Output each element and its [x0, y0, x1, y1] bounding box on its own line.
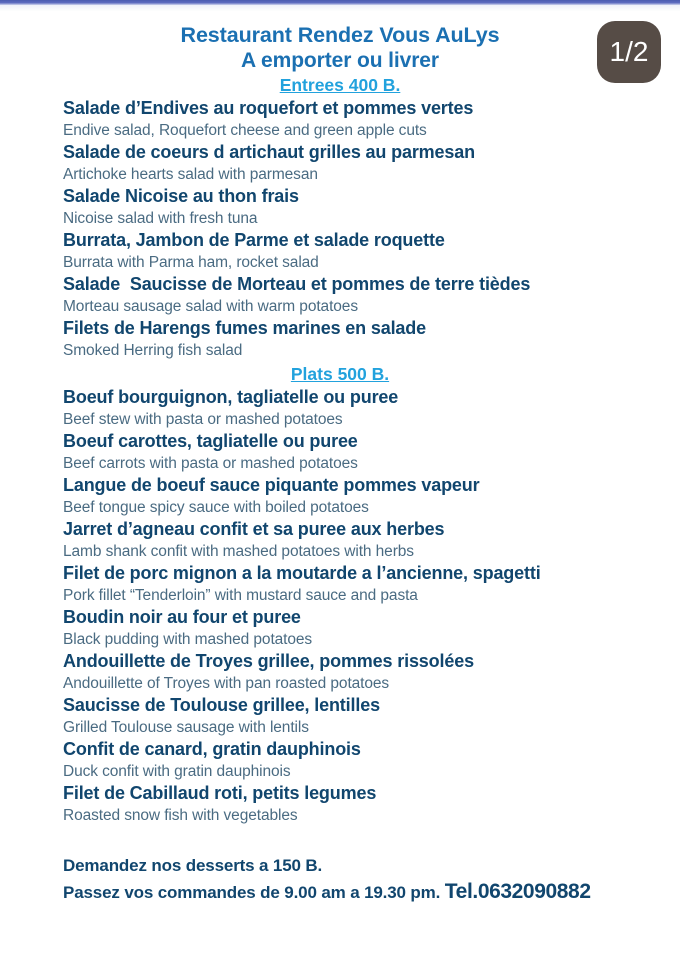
- menu-item-name: Saucisse de Toulouse grillee, lentilles: [63, 695, 380, 715]
- section-heading-entrees: [0, 75, 680, 96]
- menu-item-description: Endive salad, Roquefort cheese and green apple cuts: [63, 122, 427, 139]
- phone-number[interactable]: Tel.0632090882: [444, 880, 591, 903]
- menu-item-description: Roasted snow fish with vegetables: [63, 807, 298, 824]
- menu-item: [63, 782, 662, 826]
- menu-item: [63, 273, 662, 317]
- section-heading-plats-label: Plats 500 B.: [290, 364, 390, 384]
- menu-item-name: Salade d’Endives au roquefort et pommes vertes: [63, 98, 474, 118]
- menu-item: [63, 97, 662, 141]
- menu-item: [63, 141, 662, 185]
- menu-item: [63, 562, 662, 606]
- menu-item-name: Boeuf bourguignon, tagliatelle ou puree: [63, 387, 399, 407]
- menu-item-description: Lamb shank confit with mashed potatoes with herbs: [63, 543, 414, 560]
- menu-item-description: Grilled Toulouse sausage with lentils: [63, 719, 309, 736]
- menu-item: [63, 606, 662, 650]
- menu-item-description: Pork fillet “Tenderloin” with mustard sauce and pasta: [63, 587, 418, 604]
- menu-item: [63, 738, 662, 782]
- menu-item: [63, 650, 662, 694]
- menu-item-name: Salade de coeurs d artichaut grilles au parmesan: [63, 142, 475, 162]
- menu-item-description: Beef carrots with pasta or mashed potatoes: [63, 455, 358, 472]
- menu-item-name: Jarret d’agneau confit et sa puree aux herbes: [63, 519, 445, 539]
- menu-item-name: Salade Saucisse de Morteau et pommes de terre tièdes: [63, 274, 531, 294]
- service-subtitle: A emporter ou livrer: [241, 49, 439, 72]
- page-indicator-badge: [597, 21, 661, 83]
- ordering-hours-note: [63, 879, 662, 906]
- menu-item: [63, 386, 662, 430]
- menu-item-name: Filets de Harengs fumes marines en salade: [63, 318, 426, 338]
- menu-sheet: [0, 11, 680, 960]
- menu-item: [63, 518, 662, 562]
- menu-item-description: Artichoke hearts salad with parmesan: [63, 166, 318, 183]
- menu-item-description: Duck confit with gratin dauphinois: [63, 763, 291, 780]
- page-indicator-label: 1/2: [609, 36, 649, 67]
- menu-item-name: Filet de Cabillaud roti, petits legumes: [63, 783, 377, 803]
- restaurant-title: Restaurant Rendez Vous AuLys: [180, 23, 500, 47]
- menu-item-name: Andouillette de Troyes grillee, pommes rissolées: [63, 651, 474, 671]
- menu-item-name: Filet de porc mignon a la moutarde a l’ancienne, spagetti: [63, 563, 541, 583]
- menu-item-description: Beef stew with pasta or mashed potatoes: [63, 411, 343, 428]
- section-heading-plats: [0, 364, 680, 385]
- menu-item-description: Nicoise salad with fresh tuna: [63, 210, 258, 227]
- menu-header: [0, 11, 680, 74]
- menu-item: [63, 474, 662, 518]
- menu-item-description: Burrata with Parma ham, rocket salad: [63, 254, 319, 271]
- menu-footer: [0, 853, 680, 906]
- section-heading-entrees-label: Entrees 400 B.: [279, 75, 401, 95]
- menu-item-name: Salade Nicoise au thon frais: [63, 186, 299, 206]
- menu-item-name: Burrata, Jambon de Parme et salade roquette: [63, 230, 445, 250]
- menu-item: [63, 317, 662, 361]
- menu-item: [63, 694, 662, 738]
- menu-item-description: Beef tongue spicy sauce with boiled potatoes: [63, 499, 369, 516]
- menu-item-description: Smoked Herring fish salad: [63, 342, 243, 359]
- menu-item-description: Andouillette of Troyes with pan roasted potatoes: [63, 675, 390, 692]
- menu-item-description: Morteau sausage salad with warm potatoes: [63, 298, 358, 315]
- menu-item: [63, 229, 662, 273]
- ordering-hours-text: Passez vos commandes de 9.00 am a 19.30 pm.: [63, 883, 441, 902]
- menu-item-name: Langue de boeuf sauce piquante pommes vapeur: [63, 475, 480, 495]
- menu-item-name: Confit de canard, gratin dauphinois: [63, 739, 361, 759]
- desserts-note: Demandez nos desserts a 150 B.: [63, 856, 323, 875]
- menu-item-name: Boudin noir au four et puree: [63, 607, 301, 627]
- menu-item: [63, 185, 662, 229]
- menu-item: [63, 430, 662, 474]
- menu-item-description: Black pudding with mashed potatoes: [63, 631, 313, 648]
- entrees-item-list: [0, 97, 680, 361]
- menu-item-name: Boeuf carottes, tagliatelle ou puree: [63, 431, 358, 451]
- plats-item-list: [0, 386, 680, 826]
